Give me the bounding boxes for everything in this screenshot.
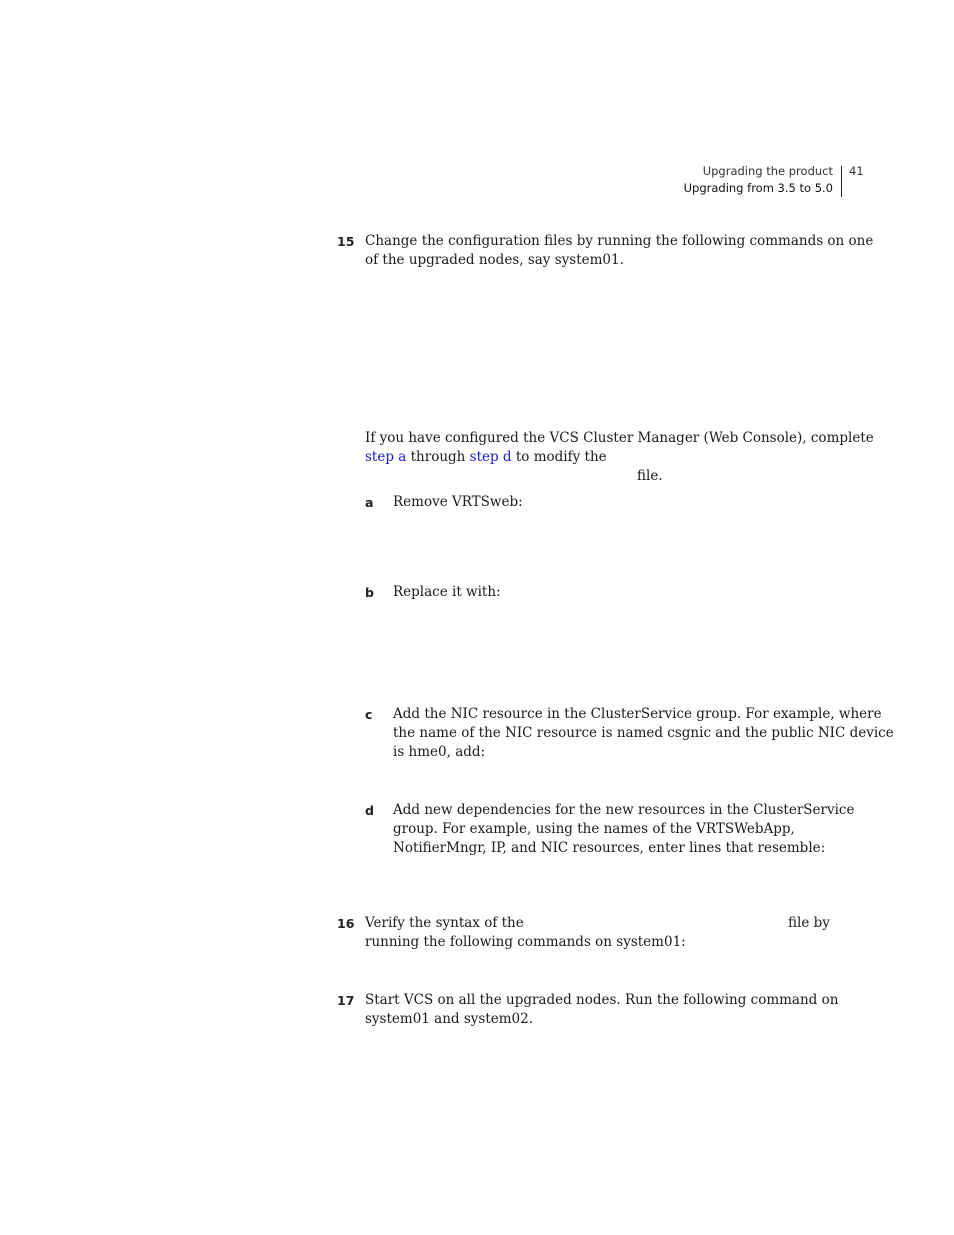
header-divider [841, 166, 842, 197]
substep-b-text: Replace it with: [393, 584, 501, 600]
step-16-line-2: running the following commands on system01: [365, 934, 686, 950]
step-15-text [365, 232, 874, 270]
step-16-line-1-start: Verify the syntax of the [365, 915, 524, 931]
step-15-number: 15 [337, 234, 355, 249]
step-16-line-1-end: file by [788, 915, 830, 931]
web-console-line-2 [365, 448, 843, 467]
web-console-line-1: If you have configured the VCS Cluster Manager (Web Console), complete [365, 430, 874, 446]
section-title: Upgrading from 3.5 to 5.0 [683, 181, 833, 195]
substep-b-letter: b [365, 585, 374, 600]
substep-c-line-3: is hme0, add: [393, 744, 486, 760]
substep-c-line-2: the name of the NIC resource is named csgnic and the public NIC device [393, 725, 894, 741]
step-17-line-1: Start VCS on all the upgraded nodes. Run the following command on [365, 992, 839, 1008]
substep-c-letter: c [365, 707, 373, 722]
substep-a-text: Remove VRTSweb: [393, 494, 523, 510]
step-17-line-2: system01 and system02. [365, 1011, 534, 1027]
through-text: through [406, 449, 470, 465]
page-number: 41 [849, 164, 864, 178]
step-17-text [365, 991, 843, 1029]
step-15-line-2: of the upgraded nodes, say system01. [365, 252, 624, 268]
substep-c-line-1: Add the NIC resource in the ClusterService group. For example, where [393, 706, 882, 722]
step-16-number: 16 [337, 916, 355, 931]
step-a-link[interactable]: step a [365, 449, 407, 465]
substep-d-line-1: Add new dependencies for the new resources in the ClusterService [393, 802, 855, 818]
substep-d-text [393, 801, 855, 858]
substep-d-line-2: group. For example, using the names of the VRTSWebApp, [393, 821, 795, 837]
step-17-number: 17 [337, 993, 355, 1008]
running-header [684, 163, 833, 197]
web-console-line-3: file. [637, 468, 663, 484]
web-console-paragraph [365, 429, 874, 467]
substep-c-text [393, 705, 894, 762]
substep-d-letter: d [365, 803, 374, 818]
chapter-title: Upgrading the product [702, 164, 833, 178]
step-15-line-1: Change the configuration files by running the following commands on one [365, 233, 874, 249]
substep-d-line-3: NotifierMngr, IP, and NIC resources, enter lines that resemble: [393, 840, 826, 856]
substep-a-letter: a [365, 495, 374, 510]
modify-text: to modify the [511, 449, 607, 465]
step-d-link[interactable]: step d [469, 449, 512, 465]
